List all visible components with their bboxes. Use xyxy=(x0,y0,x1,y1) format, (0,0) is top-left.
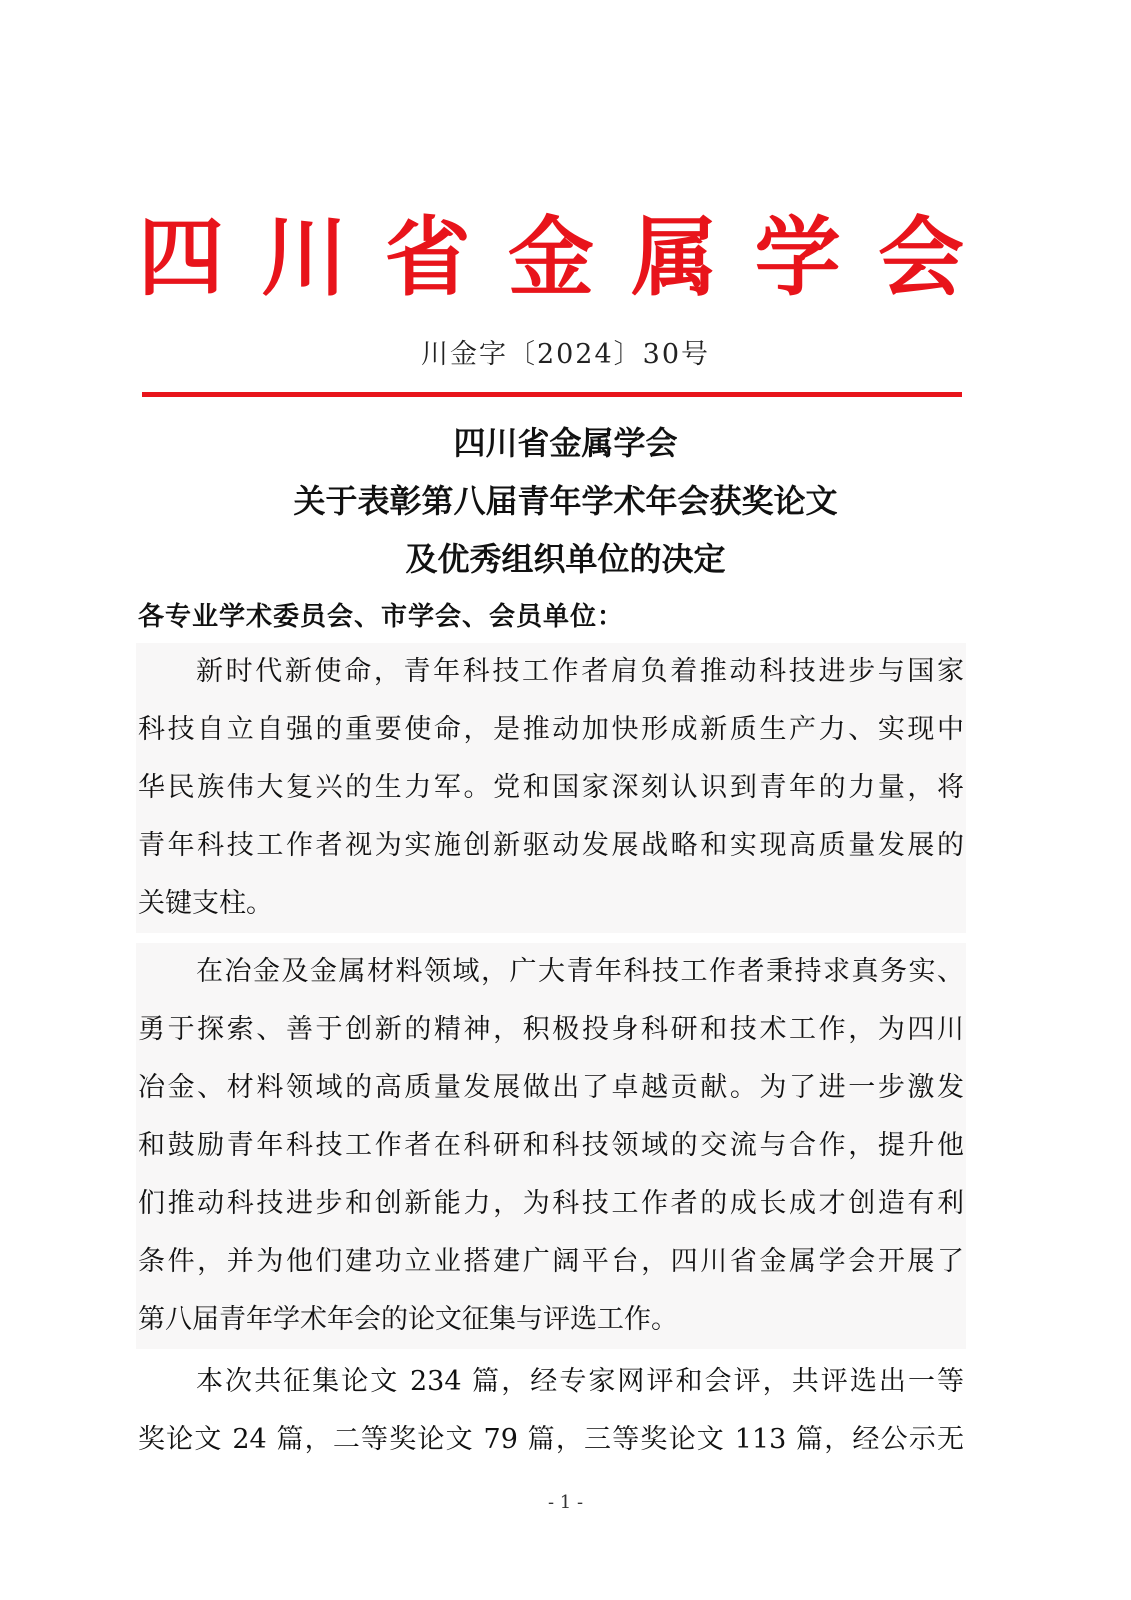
text-line: 新时代新使命，青年科技工作者肩负着推动科技进步与国家 xyxy=(196,656,964,687)
org-char: 四 xyxy=(138,208,224,308)
org-char: 川 xyxy=(261,208,348,308)
heading-line-2: 关于表彰第八届青年学术年会获奖论文 xyxy=(293,482,838,520)
salutation: 各专业学术委员会、市学会、会员单位： xyxy=(138,602,625,632)
paragraph-1 xyxy=(136,643,966,933)
org-char: 属 xyxy=(631,208,718,308)
text-line: 们推动科技进步和创新能力，为科技工作者的成长成才创造有利 xyxy=(138,1188,964,1219)
organization-title xyxy=(138,200,964,308)
heading-line-1: 四川省金属学会 xyxy=(453,424,678,462)
paragraph-2 xyxy=(136,943,966,1349)
text-line: 冶金、材料领域的高质量发展做出了卓越贡献。为了进一步激发 xyxy=(138,1072,964,1103)
text-line: 华民族伟大复兴的生力军。党和国家深刻认识到青年的力量，将 xyxy=(138,772,964,803)
org-char: 金 xyxy=(507,208,594,308)
text-line: 本次共征集论文 234 篇，经专家网评和会评，共评选出一等 xyxy=(196,1366,964,1397)
org-char: 会 xyxy=(877,208,964,308)
text-line: 和鼓励青年科技工作者在科研和科技领域的交流与合作，提升他 xyxy=(138,1130,964,1161)
text-line: 勇于探索、善于创新的精神，积极投身科研和技术工作，为四川 xyxy=(138,1014,964,1045)
document-number: 川金字〔2024〕30号 xyxy=(420,339,711,370)
page-number: - 1 - xyxy=(547,1492,584,1513)
text-line: 关键支柱。 xyxy=(138,888,273,919)
text-line: 条件，并为他们建功立业搭建广阔平台，四川省金属学会开展了 xyxy=(138,1246,964,1277)
red-divider xyxy=(142,392,962,397)
text-line: 在冶金及金属材料领域，广大青年科技工作者秉持求真务实、 xyxy=(196,956,964,987)
org-char: 省 xyxy=(384,208,471,308)
heading-line-3: 及优秀组织单位的决定 xyxy=(405,540,726,578)
text-line: 奖论文 24 篇，二等奖论文 79 篇，三等奖论文 113 篇，经公示无 xyxy=(138,1424,964,1455)
text-line: 第八届青年学术年会的论文征集与评选工作。 xyxy=(138,1304,678,1335)
paragraph-3 xyxy=(136,1353,966,1469)
org-char: 学 xyxy=(754,208,841,308)
text-line: 科技自立自强的重要使命，是推动加快形成新质生产力、实现中 xyxy=(138,714,964,745)
text-line: 青年科技工作者视为实施创新驱动发展战略和实现高质量发展的 xyxy=(138,830,964,861)
